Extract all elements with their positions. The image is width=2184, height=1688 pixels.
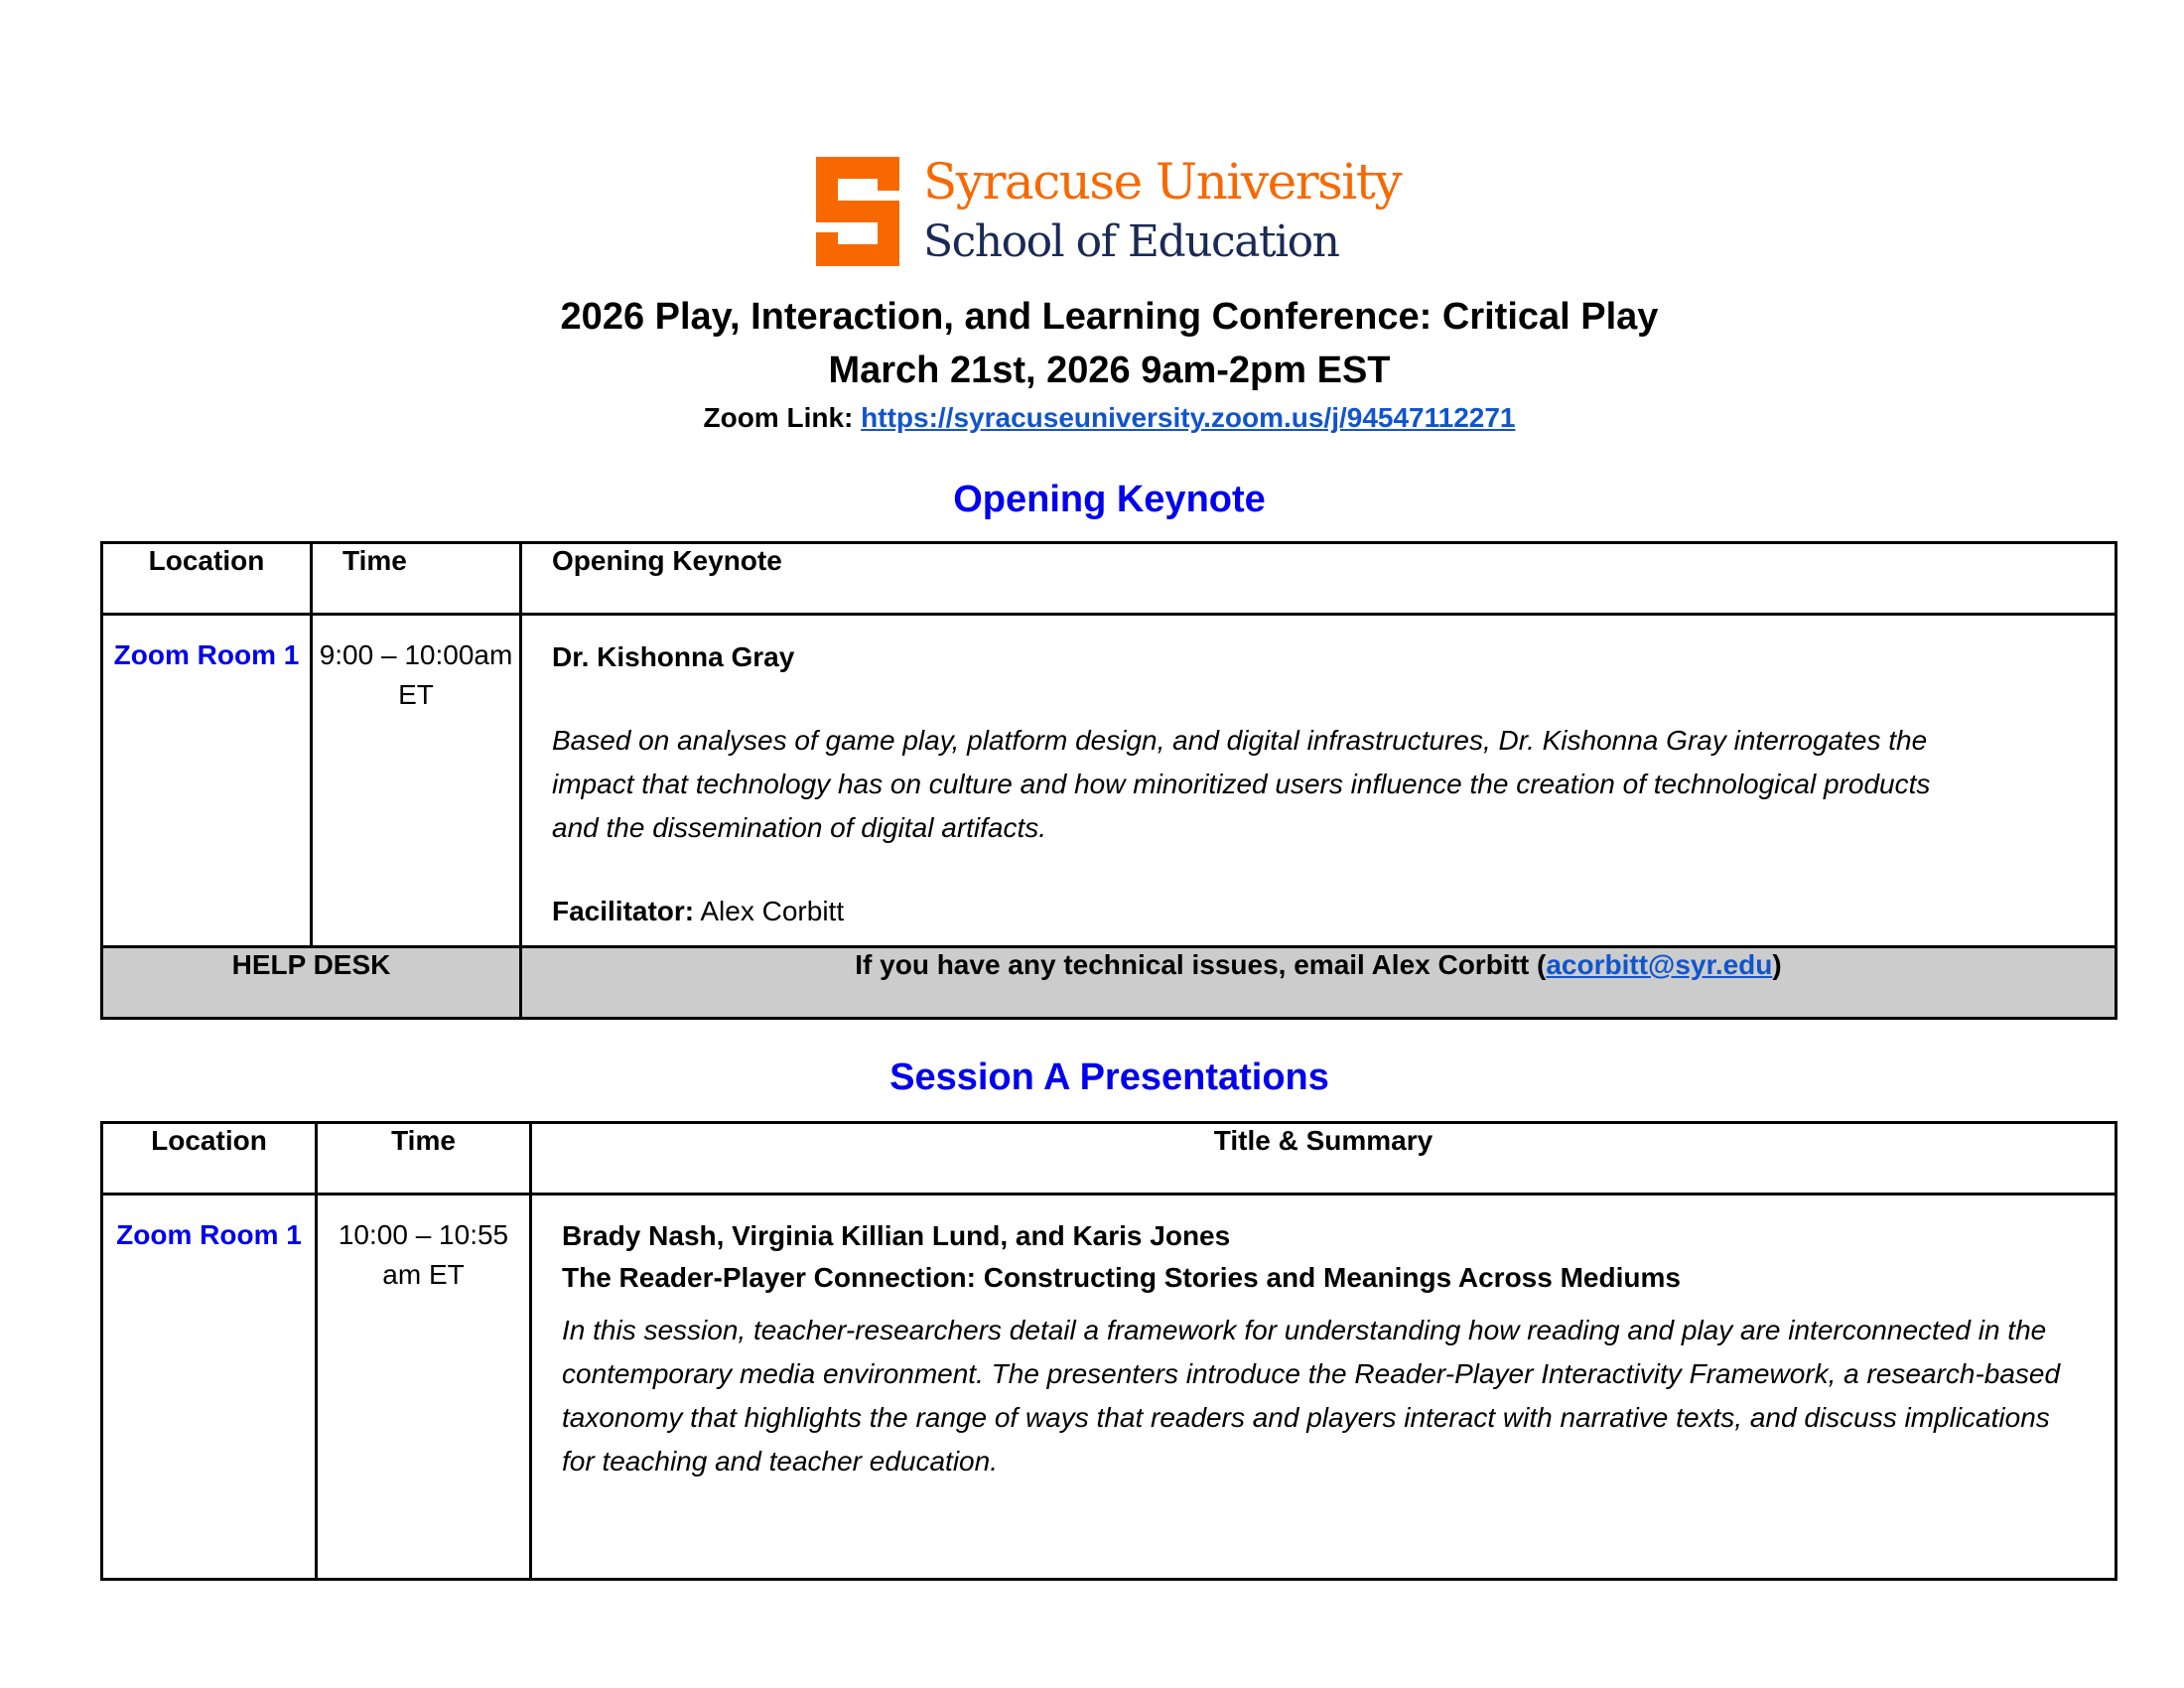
session-a-table [100,1121,2117,1581]
column-header-time: Time [317,1123,531,1195]
logo-school-name: School of Education [923,216,1339,267]
university-logo [816,153,1412,271]
conference-date: March 21st, 2026 9am-2pm EST [828,350,1391,391]
conference-title: 2026 Play, Interaction, and Learning Conference: Critical Play [560,296,1659,338]
table-header-row [102,1123,2116,1195]
column-header-location: Location [102,543,312,615]
zoom-link[interactable]: https://syracuseuniversity.zoom.us/j/94547112271 [861,402,1516,433]
table-row [102,615,2116,947]
session-time: 10:00 – 10:55 am ET [317,1195,531,1580]
column-header-location: Location [102,1123,317,1195]
table-header-row [102,543,2116,615]
keynote-table [100,541,2117,1020]
facilitator-label: Facilitator: [552,896,695,926]
help-desk-label: HELP DESK [102,947,521,1019]
zoom-room-link[interactable]: Zoom Room 1 [102,615,312,947]
help-desk-message: If you have any technical issues, email Alex Corbitt (acorbitt@syr.edu) [521,947,2116,1019]
facilitator-name: Alex Corbitt [700,896,845,926]
table-row [102,1195,2116,1580]
logo-university-name: Syracuse University [923,153,1402,211]
help-desk-row [102,947,2116,1019]
opening-keynote-heading: Opening Keynote [953,479,1266,520]
column-header-time: Time [312,543,521,615]
zoom-room-link[interactable]: Zoom Room 1 [102,1195,317,1580]
session-time: 9:00 – 10:00am ET [312,615,521,947]
session-presenters: Brady Nash, Virginia Killian Lund, and Karis Jones [562,1220,1231,1251]
session-title: The Reader-Player Connection: Constructing Stories and Meanings Across Mediums [562,1262,1681,1293]
session-a-heading: Session A Presentations [889,1056,1329,1098]
keynote-details [521,615,2116,947]
block-s-logo-icon [816,157,899,266]
zoom-link-line [0,402,2184,434]
keynote-speaker: Dr. Kishonna Gray [552,641,795,672]
session-details [531,1195,2116,1580]
column-header-title-summary: Title & Summary [531,1123,2116,1195]
column-header-keynote: Opening Keynote [521,543,2116,615]
facilitator-line [552,890,2085,933]
zoom-link-label: Zoom Link: [703,402,854,433]
session-summary: In this session, teacher-researchers detail a framework for understanding how reading and play are interconnected in the contemporary media environment. The presenters introduce the Reader-Player Interactivity Framework, a research-based taxonomy that highlights the range of ways that readers and players interact with narrative texts, and discuss implications for teaching and teacher education. [562,1315,2061,1477]
help-email-link[interactable]: acorbitt@syr.edu [1546,949,1773,980]
keynote-summary: Based on analyses of game play, platform design, and digital infrastructures, Dr. Kishonna Gray interrogates the impact that technology has on culture and how minoritized users influence the creation of technological products and the dissemination of digital artifacts. [552,725,1931,843]
